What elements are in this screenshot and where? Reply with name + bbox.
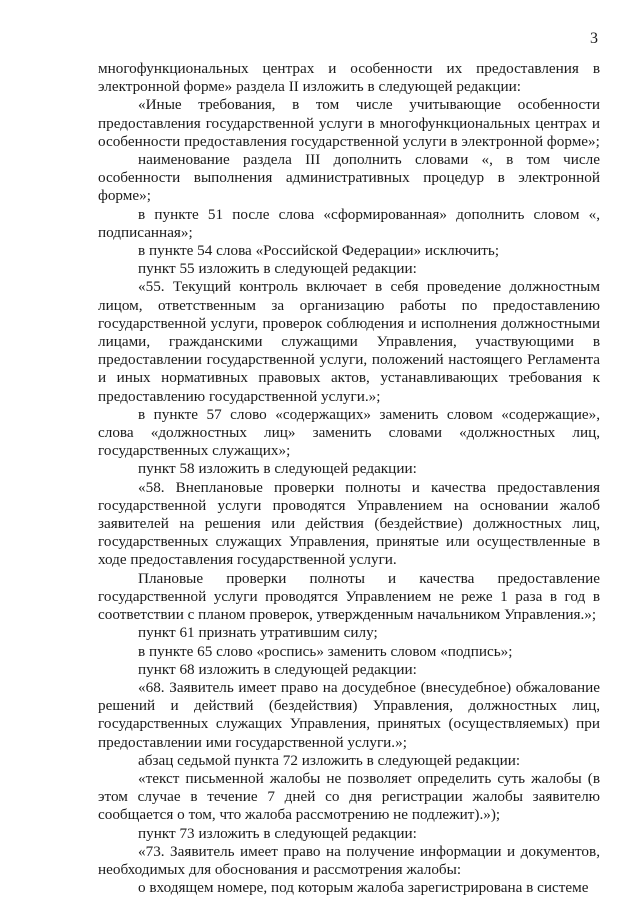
paragraph: наименование раздела III дополнить словами «, в том числе особенности выполнения административных процедур в электронной форме»; [98, 151, 600, 205]
paragraph: абзац седьмой пункта 72 изложить в следующей редакции: [138, 751, 521, 769]
paragraph: пункт 73 изложить в следующей редакции: [138, 824, 417, 842]
paragraph: многофункциональных центрах и особенности их предоставления в электронной форме» раздела II изложить в следующей редакции: [98, 60, 600, 96]
paragraph: «текст письменной жалобы не позволяет определить суть жалобы (в этом случае в течение 7 дней со дня регистрации жалобы заявителю сообщается о том, что жалоба рассмотрению не подлежит).»); [98, 769, 600, 824]
page-number: 3 [590, 30, 598, 47]
paragraph: в пункте 65 слово «роспись» заменить словом «подпись»; [138, 642, 513, 660]
paragraph: в пункте 57 слово «содержащих» заменить словом «содержащие», слова «должностных лиц» заменить словами «должностных лиц, государственных служащих»; [98, 405, 600, 460]
paragraph: «73. Заявитель имеет право на получение информации и документов, необходимых для обоснования и рассмотрения жалобы: [98, 842, 600, 878]
document-body [98, 60, 600, 897]
paragraph: «Иные требования, в том числе учитывающие особенности предоставления государственной услуги в многофункциональных центрах и особенности предоставления государственной услуги в электронной форме»; [98, 96, 600, 150]
paragraph: в пункте 54 слова «Российской Федерации» исключить; [138, 242, 500, 260]
paragraph: Плановые проверки полноты и качества предоставление государственной услуги проводятся Управлением не реже 1 раза в год в соответствии с планом проверок, утвержденным начальником Управления.»; [98, 569, 600, 624]
paragraph: «58. Внеплановые проверки полноты и качества предоставления государственной услуги проводятся Управлением на основании жалоб заявителей на решения или действия (бездействие) должностных лиц, государственных служащих Управления, принятые или осуществленные в ходе предоставления государственной услуги. [98, 478, 600, 569]
paragraph: «68. Заявитель имеет право на досудебное (внесудебное) обжалование решений и действий (бездействия) Управления, должностных лиц, государственных служащих Управления, принятых (осуществляемых) при предоставлении ими государственной услуги.»; [98, 678, 600, 751]
paragraph: в пункте 51 после слова «сформированная» дополнить словом «, подписанная»; [98, 205, 600, 241]
paragraph: пункт 68 изложить в следующей редакции: [138, 660, 417, 678]
paragraph: пункт 61 признать утратившим силу; [138, 624, 378, 642]
paragraph: пункт 55 изложить в следующей редакции: [138, 260, 417, 278]
paragraph: о входящем номере, под которым жалоба зарегистрирована в системе [138, 879, 589, 897]
paragraph: «55. Текущий контроль включает в себя проведение должностным лицом, ответственным за организацию работы по предоставлению государственной услуги, проверок соблюдения и исполнения должностными лицами, гражданскими служащими Управления, участвующими в предоставлении государственной услуги, положений настоящего Регламента и иных нормативных правовых актов, устанавливающих требования к предоставлению государственной услуги.»; [98, 278, 600, 405]
paragraph: пункт 58 изложить в следующей редакции: [138, 460, 417, 478]
